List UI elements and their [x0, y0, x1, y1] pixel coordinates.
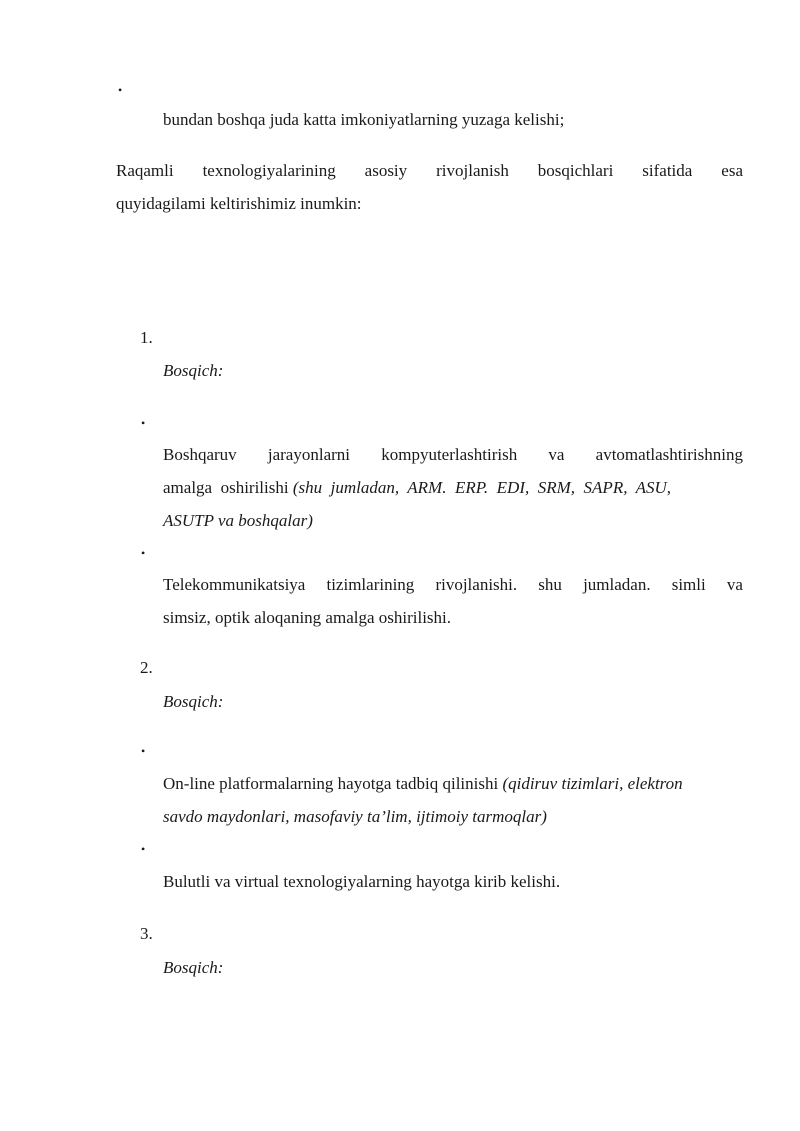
word: jumladan.: [583, 575, 651, 594]
word: tizimlarining: [326, 575, 415, 594]
word: va: [548, 445, 565, 464]
word: rivojlanish: [436, 161, 509, 180]
stage-number: 1.: [140, 328, 153, 347]
italic-text: (qidiruv tizimlari, elektron: [502, 774, 683, 793]
stage-number: 3.: [140, 924, 153, 943]
word: rivojlanishi.: [435, 575, 518, 594]
stage-1-item-2-line-2: simsiz, optik aloqaning amalga oshirilishi.: [163, 608, 452, 627]
word: shu: [538, 575, 562, 594]
plain-text: On-line platformalarning hayotga tadbiq qilinishi: [163, 774, 503, 793]
stage-2-item-1-line-2: savdo maydonlari, masofaviy ta’lim, ijtimoiy tarmoqlar): [163, 807, 547, 826]
stage-label: Bosqich:: [163, 361, 224, 380]
bullet-marker: •: [141, 744, 146, 758]
word: jarayonlarni: [267, 445, 351, 464]
word: bosqichlari: [537, 161, 614, 180]
word: asosiy: [364, 161, 408, 180]
stage-2-item-1-line-1: [163, 774, 683, 794]
word: avtomatlashtirishning: [595, 445, 743, 464]
word: esa: [721, 161, 743, 180]
stage-label: Bosqich:: [163, 958, 224, 977]
bullet-marker: •: [141, 416, 146, 430]
stage-1-item-1-line-1: [163, 445, 743, 465]
word: Telekommunikatsiya: [163, 575, 306, 594]
word: Boshqaruv: [163, 445, 237, 464]
italic-text: (shu jumladan, ARM. ERP. EDI, SRM, SAPR, ASU,: [292, 478, 672, 497]
word: va: [726, 575, 743, 594]
intro-paragraph-line-1: [116, 161, 743, 181]
stage-1-item-1-line-3: ASUTP va boshqalar): [163, 511, 313, 530]
stage-1-item-1-line-2: [163, 478, 743, 498]
word: sifatida: [642, 161, 693, 180]
word: simli: [671, 575, 706, 594]
bullet-marker: •: [141, 842, 146, 856]
intro-paragraph-line-2: quyidagilami keltirishimiz inumkin:: [116, 194, 362, 213]
stage-1-item-2-line-1: [163, 575, 743, 595]
bullet-marker: •: [141, 546, 146, 560]
word: Raqamli: [116, 161, 174, 180]
stage-2-item-2-line-1: Bulutli va virtual texnologiyalarning hayotga kirib kelishi.: [163, 872, 561, 891]
stage-label: Bosqich:: [163, 692, 224, 711]
bullet-marker: •: [118, 83, 123, 97]
plain-text: amalga oshirilishi: [163, 478, 293, 497]
intro-bullet-text: bundan boshqa juda katta imkoniyatlarning yuzaga kelishi;: [163, 110, 565, 129]
word: texnologiyalarining: [202, 161, 336, 180]
stage-number: 2.: [140, 658, 153, 677]
word: kompyuterlashtirish: [381, 445, 518, 464]
